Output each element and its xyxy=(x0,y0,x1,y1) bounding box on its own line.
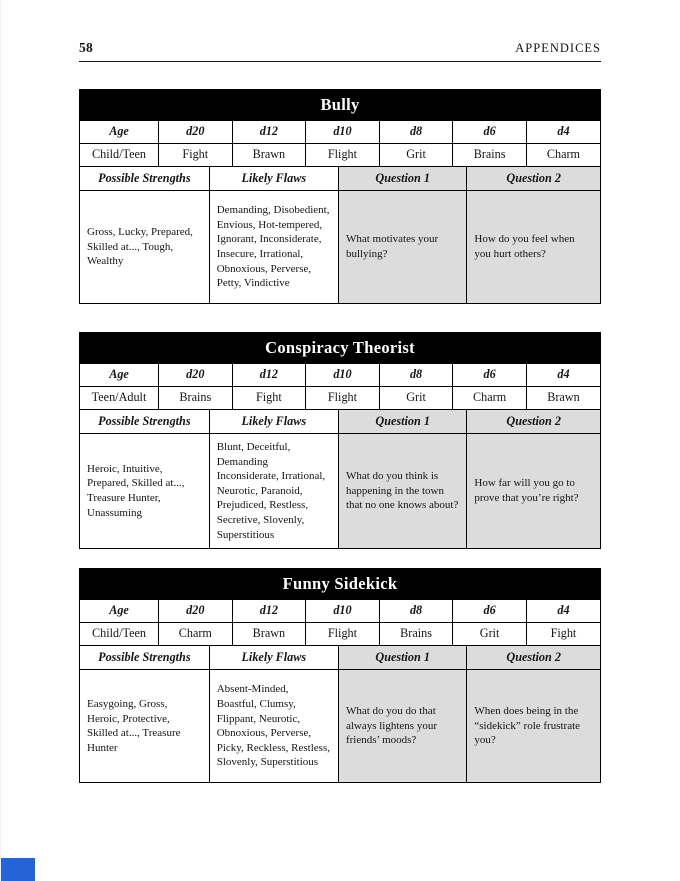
question2-cell: How do you feel when you hurt others? xyxy=(467,191,600,304)
page xyxy=(1,0,680,783)
flaws-cell: Demanding, Disobedient, Envious, Hot-tempered, Ignorant, Inconsiderate, Insecure, Irrational, Obnoxious, Perverse, Petty, Vindictive xyxy=(209,191,338,304)
age-value: Child/Teen xyxy=(80,623,159,646)
archetype-table-bully xyxy=(79,89,601,304)
likely-flaws-header: Likely Flaws xyxy=(209,167,338,191)
blue-corner-marker xyxy=(1,858,35,881)
question2-cell: How far will you go to prove that you’re right? xyxy=(467,434,600,549)
d10-header: d10 xyxy=(306,364,380,387)
traits-table xyxy=(80,646,600,782)
d20-header: d20 xyxy=(159,121,233,144)
flaws-cell: Blunt, Deceitful, Demanding Inconsiderate, Irrational, Neurotic, Paranoid, Prejudiced, Restless, Secretive, Slovenly, Superstitious xyxy=(209,434,338,549)
age-header: Age xyxy=(80,121,159,144)
age-value: Child/Teen xyxy=(80,144,159,167)
d20-header: d20 xyxy=(159,600,233,623)
possible-strengths-header: Possible Strengths xyxy=(80,410,209,434)
d12-value: Brawn xyxy=(232,623,306,646)
question2-header: Question 2 xyxy=(467,646,600,670)
d12-header: d12 xyxy=(232,121,306,144)
traits-content-row xyxy=(80,670,600,783)
d10-header: d10 xyxy=(306,600,380,623)
d4-value: Charm xyxy=(526,144,600,167)
archetype-title: Bully xyxy=(80,90,600,121)
traits-header-row xyxy=(80,410,600,434)
strengths-cell: Easygoing, Gross, Heroic, Protective, Skilled at..., Treasure Hunter xyxy=(80,670,209,783)
d12-header: d12 xyxy=(232,600,306,623)
question2-header: Question 2 xyxy=(467,167,600,191)
dice-table xyxy=(80,600,600,646)
running-head xyxy=(79,40,601,62)
age-value: Teen/Adult xyxy=(80,387,159,410)
d20-header: d20 xyxy=(159,364,233,387)
d12-value: Brawn xyxy=(232,144,306,167)
section-header-label: APPENDICES xyxy=(515,41,601,55)
question2-cell: When does being in the “sidekick” role frustrate you? xyxy=(467,670,600,783)
dice-header-row xyxy=(80,364,600,387)
d4-value: Brawn xyxy=(526,387,600,410)
question1-cell: What do you do that always lightens your friends’ moods? xyxy=(338,670,466,783)
d12-header: d12 xyxy=(232,364,306,387)
d12-value: Fight xyxy=(232,387,306,410)
d8-header: d8 xyxy=(379,364,453,387)
dice-table xyxy=(80,121,600,167)
possible-strengths-header: Possible Strengths xyxy=(80,646,209,670)
question2-header: Question 2 xyxy=(467,410,600,434)
likely-flaws-header: Likely Flaws xyxy=(209,410,338,434)
question1-cell: What motivates your bullying? xyxy=(338,191,466,304)
d4-value: Fight xyxy=(526,623,600,646)
d6-value: Grit xyxy=(453,623,527,646)
d20-value: Brains xyxy=(159,387,233,410)
d6-header: d6 xyxy=(453,364,527,387)
archetype-table-funny-sidekick xyxy=(79,568,601,783)
dice-value-row xyxy=(80,387,600,410)
d8-header: d8 xyxy=(379,600,453,623)
traits-content-row xyxy=(80,191,600,304)
archetype-title: Conspiracy Theorist xyxy=(80,333,600,364)
question1-cell: What do you think is happening in the town that no one knows about? xyxy=(338,434,466,549)
d10-value: Flight xyxy=(306,623,380,646)
d8-value: Brains xyxy=(379,623,453,646)
strengths-cell: Heroic, Intuitive, Prepared, Skilled at..., Treasure Hunter, Unassuming xyxy=(80,434,209,549)
d20-value: Charm xyxy=(159,623,233,646)
traits-table xyxy=(80,167,600,303)
d4-header: d4 xyxy=(526,600,600,623)
d8-value: Grit xyxy=(379,387,453,410)
question1-header: Question 1 xyxy=(338,646,466,670)
d6-header: d6 xyxy=(453,121,527,144)
d4-header: d4 xyxy=(526,364,600,387)
d10-value: Flight xyxy=(306,144,380,167)
d20-value: Fight xyxy=(159,144,233,167)
question1-header: Question 1 xyxy=(338,410,466,434)
archetype-table-conspiracy-theorist xyxy=(79,332,601,549)
page-number: 58 xyxy=(79,40,94,55)
d10-value: Flight xyxy=(306,387,380,410)
archetype-title: Funny Sidekick xyxy=(80,569,600,600)
d4-header: d4 xyxy=(526,121,600,144)
dice-table xyxy=(80,364,600,410)
possible-strengths-header: Possible Strengths xyxy=(80,167,209,191)
age-header: Age xyxy=(80,600,159,623)
dice-header-row xyxy=(80,600,600,623)
traits-header-row xyxy=(80,646,600,670)
d6-value: Brains xyxy=(453,144,527,167)
question1-header: Question 1 xyxy=(338,167,466,191)
age-header: Age xyxy=(80,364,159,387)
traits-content-row xyxy=(80,434,600,549)
dice-value-row xyxy=(80,144,600,167)
flaws-cell: Absent-Minded, Boastful, Clumsy, Flippant, Neurotic, Obnoxious, Perverse, Picky, Reckless, Restless, Slovenly, Superstitious xyxy=(209,670,338,783)
dice-value-row xyxy=(80,623,600,646)
dice-header-row xyxy=(80,121,600,144)
traits-table xyxy=(80,410,600,548)
likely-flaws-header: Likely Flaws xyxy=(209,646,338,670)
strengths-cell: Gross, Lucky, Prepared, Skilled at..., Tough, Wealthy xyxy=(80,191,209,304)
d10-header: d10 xyxy=(306,121,380,144)
d6-value: Charm xyxy=(453,387,527,410)
d6-header: d6 xyxy=(453,600,527,623)
traits-header-row xyxy=(80,167,600,191)
d8-value: Grit xyxy=(379,144,453,167)
d8-header: d8 xyxy=(379,121,453,144)
